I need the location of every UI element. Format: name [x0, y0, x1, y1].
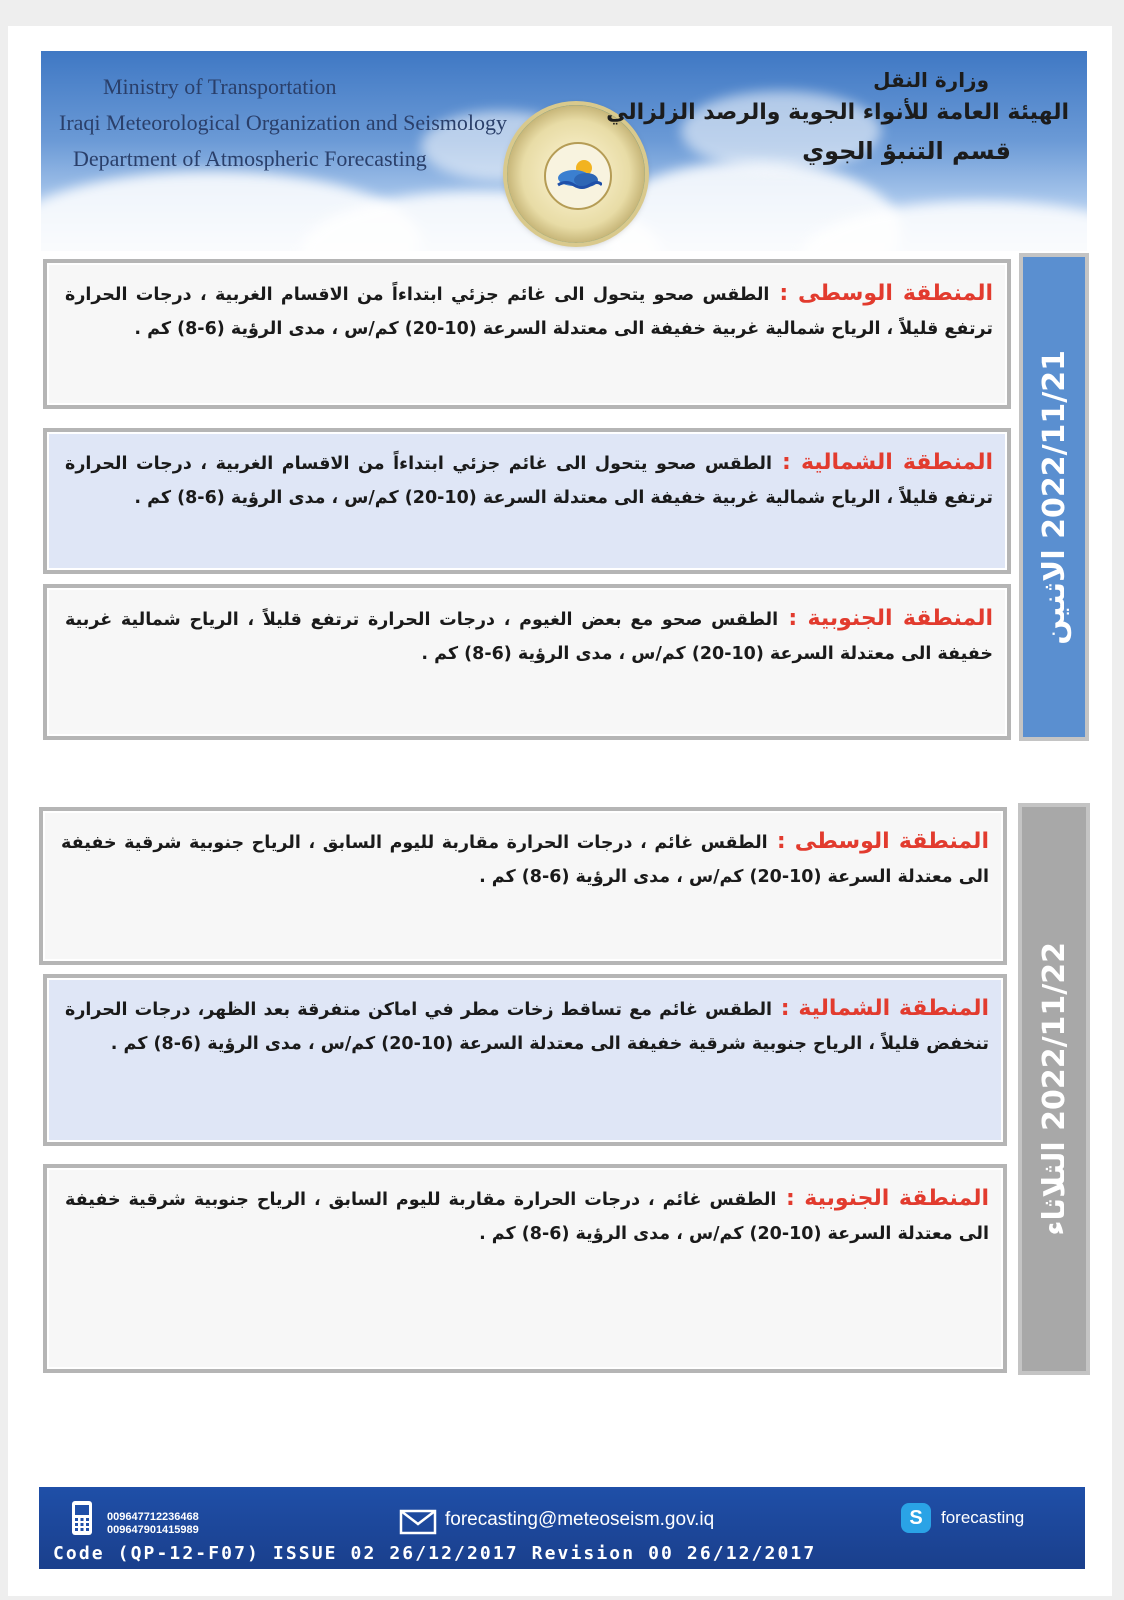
email-link[interactable]: forecasting@meteoseism.gov.iq: [445, 1509, 715, 1530]
header-arabic: [606, 65, 1069, 171]
day1-date-sidebar: [1019, 253, 1089, 741]
region-label: المنطقة الوسطى: [798, 281, 994, 306]
forecast-text: الطقس صحو مع بعض الغيوم ، درجات الحرارة ترتفع قليلاً ، الرياح شمالية غربية خفيفة الى معتدلة السرعة (10-20) كم/س ، مدى الرؤية (6-8) كم .: [65, 610, 993, 664]
day2-north-forecast: المنطقة الشمالية : الطقس غائم مع تساقط زخات مطر في اماكن متفرقة بعد الظهر، درجات الحرارة تنخفض قليلاً ، الرياح جنوبية شرقية خفيفة الى معتدلة السرعة (10-20) كم/س ، مدى الرؤية (6-8) كم .: [43, 974, 1007, 1146]
forecast-text: الطقس غائم مع تساقط زخات مطر في اماكن متفرقة بعد الظهر، درجات الحرارة تنخفض قليلاً ، الرياح جنوبية شرقية خفيفة الى معتدلة السرعة (10-20) كم/س ، مدى الرؤية (6-8) كم .: [65, 1000, 989, 1054]
department-name-en: Department of Atmospheric Forecasting: [73, 146, 427, 171]
forecast-text: الطقس صحو يتحول الى غائم جزئي ابتداءاً من الاقسام الغربية ، درجات الحرارة ترتفع قليلاً ، الرياح شمالية غربية خفيفة الى معتدلة السرعة (10-20) كم/س ، مدى الرؤية (6-8) كم .: [65, 454, 993, 508]
region-label: المنطقة الشمالية: [800, 450, 993, 475]
organization-name-en: Iraqi Meteorological Organization and Seismology: [59, 110, 508, 135]
organization-name-ar: الهيئة العامة للأنواء الجوية والرصد الزلزالي: [606, 100, 1069, 125]
header-banner: [41, 51, 1087, 251]
day1-north-forecast: المنطقة الشمالية : الطقس صحو يتحول الى غائم جزئي ابتداءاً من الاقسام الغربية ، درجات الحرارة ترتفع قليلاً ، الرياح شمالية غربية خفيفة الى معتدلة السرعة (10-20) كم/س ، مدى الرؤية (6-8) كم .: [43, 428, 1011, 574]
day1-central-forecast: المنطقة الوسطى : الطقس صحو يتحول الى غائم جزئي ابتداءاً من الاقسام الغربية ، درجات الحرارة ترتفع قليلاً ، الرياح شمالية غربية خفيفة الى معتدلة السرعة (10-20) كم/س ، مدى الرؤية (6-8) كم .: [43, 259, 1011, 409]
region-label: المنطقة الجنوبية: [807, 606, 993, 631]
region-label: المنطقة الجنوبية: [804, 1186, 989, 1211]
footer-bar: [39, 1487, 1085, 1569]
ministry-name-ar: وزارة النقل: [873, 68, 989, 92]
document-code-line: Code (QP-12-F07) ISSUE 02 26/12/2017 Revision 00 26/12/2017: [53, 1543, 817, 1564]
day2-central-forecast: المنطقة الوسطى : الطقس غائم ، درجات الحرارة مقاربة لليوم السابق ، الرياح جنوبية شرقية خفيفة الى معتدلة السرعة (10-20) كم/س ، مدى الرؤية (6-8) كم .: [39, 807, 1007, 965]
day1-date-label: 2022/11/21 الاثنين: [1036, 349, 1072, 645]
phone-icon: [69, 1499, 95, 1537]
day2-date-label: 2022/11/22 الثلاثاء: [1036, 942, 1072, 1236]
department-name-ar: قسم التنبؤ الجوي: [802, 137, 1011, 165]
ministry-name-en: Ministry of Transportation: [103, 74, 337, 99]
region-label: المنطقة الوسطى: [794, 829, 989, 854]
forecast-text: الطقس غائم ، درجات الحرارة مقاربة لليوم السابق ، الرياح جنوبية شرقية خفيفة الى معتدلة السرعة (10-20) كم/س ، مدى الرؤية (6-8) كم .: [61, 833, 989, 887]
day2-south-forecast: المنطقة الجنوبية : الطقس غائم ، درجات الحرارة مقاربة لليوم السابق ، الرياح جنوبية شرقية خفيفة الى معتدلة السرعة (10-20) كم/س ، مدى الرؤية (6-8) كم .: [43, 1164, 1007, 1373]
skype-handle[interactable]: forecasting: [941, 1508, 1025, 1527]
day1-south-forecast: المنطقة الجنوبية : الطقس صحو مع بعض الغيوم ، درجات الحرارة ترتفع قليلاً ، الرياح شمالية غربية خفيفة الى معتدلة السرعة (10-20) كم/س ، مدى الرؤية (6-8) كم .: [43, 584, 1011, 740]
phone-number[interactable]: 009647712236468: [107, 1511, 199, 1523]
phone-numbers: [107, 1511, 199, 1537]
forecast-text: الطقس صحو يتحول الى غائم جزئي ابتداءاً من الاقسام الغربية ، درجات الحرارة ترتفع قليلاً ، الرياح شمالية غربية خفيفة الى معتدلة السرعة (10-20) كم/س ، مدى الرؤية (6-8) كم .: [65, 285, 993, 339]
day2-date-sidebar: [1018, 803, 1090, 1375]
forecast-text: الطقس غائم ، درجات الحرارة مقاربة لليوم السابق ، الرياح جنوبية شرقية خفيفة الى معتدلة السرعة (10-20) كم/س ، مدى الرؤية (6-8) كم .: [65, 1190, 989, 1244]
phone-number[interactable]: 009647901415989: [107, 1524, 199, 1536]
skype-icon: S: [901, 1503, 931, 1533]
header-english: [59, 69, 507, 177]
mail-icon: [399, 1509, 437, 1535]
region-label: المنطقة الشمالية: [798, 996, 990, 1021]
